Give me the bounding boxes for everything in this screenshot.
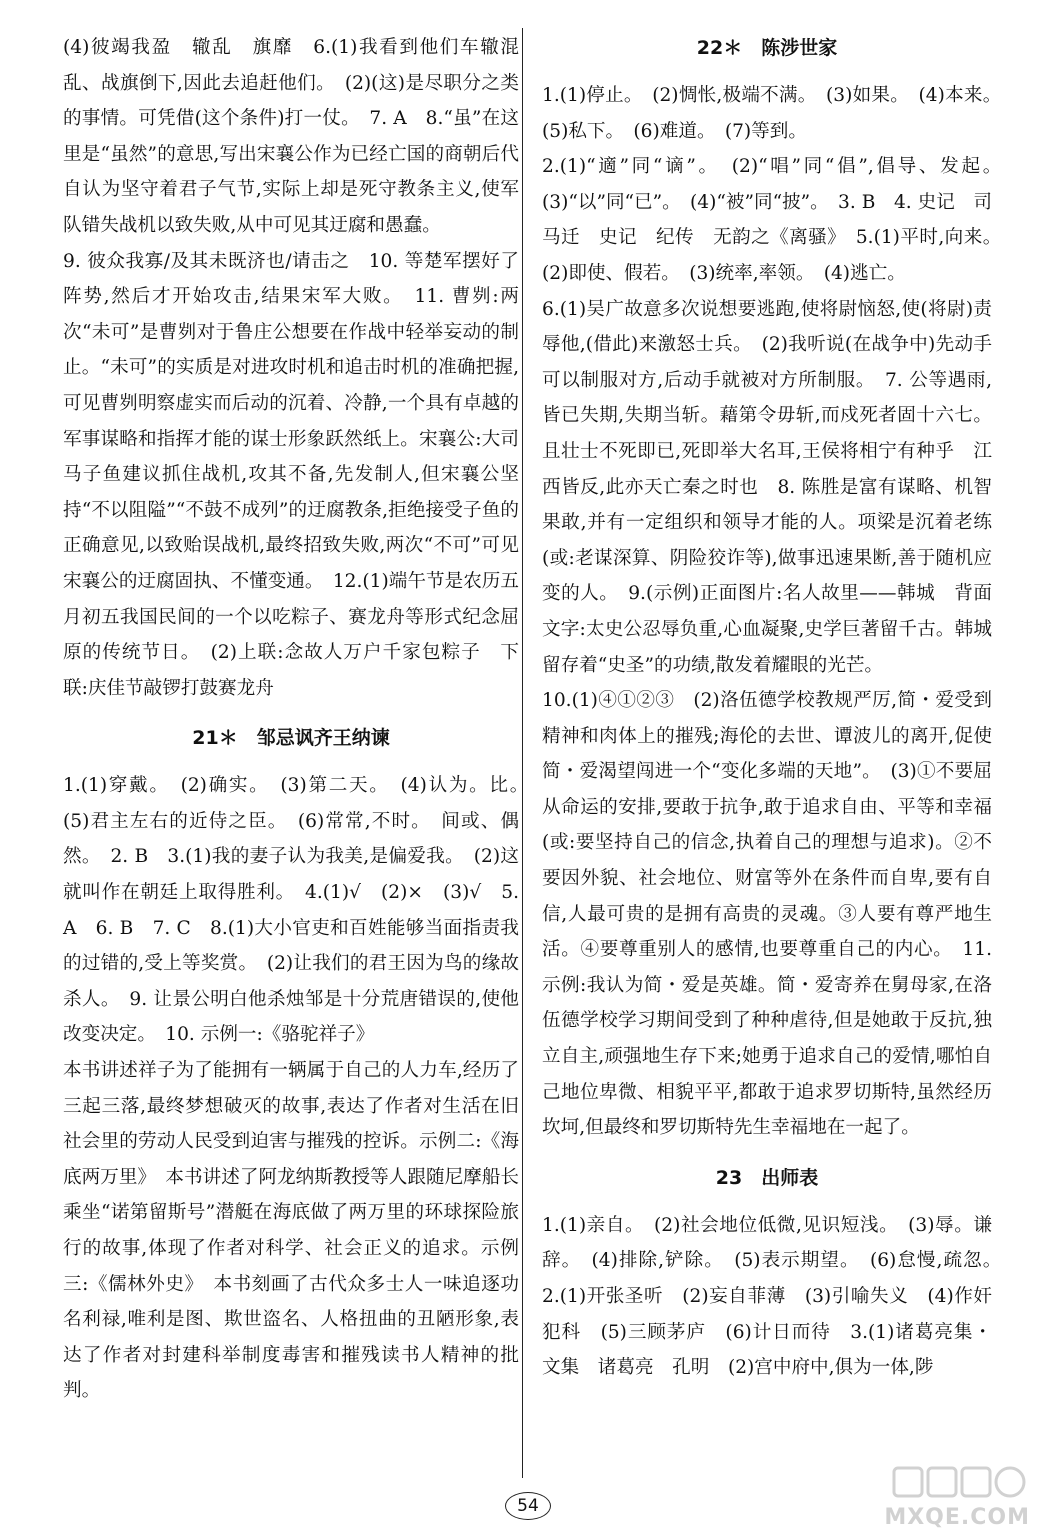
watermark-logo-icon [890, 1462, 1030, 1502]
section-title-21: 21＊ 邹忌讽齐王纳谏 [192, 727, 390, 750]
answer-paragraph: 本书讲述祥子为了能拥有一辆属于自己的人力车,经历了三起三落,最终梦想破灭的故事,表达了作者对生活在旧社会里的劳动人民受到迫害与摧残的控诉。示例二:《海底两万里》 本书讲述了阿龙纳斯教授等人跟随尼摩船长乘坐“诺第留斯号”潜艇在海底做了两万里的环球探险旅行的故事,体现了作者对科学、社会正义的追求。示例三:《儒林外史》 本书刻画了古代众多士人一味追逐功名利禄,唯利是图、欺世盗名、人格扭曲的丑陋形象,表达了作者对封建科举制度毒害和摧残读书人精神的批判。 [63, 1060, 519, 1402]
right-column [542, 30, 1011, 1386]
answer-paragraph: 6.(1)吴广故意多次说想要逃跑,使将尉恼怒,使(将尉)责辱他,(借此)来激怒士兵。 (2)我听说(在战争中)先动手可以制服对方,后动手就被对方所制服。 7. 公等遇雨,皆已失期,失期当斩。藉第令毋斩,而戍死者固十六七。且壮士不死即已,死即举大名耳,王侯将相宁有种乎 江西皆反,此亦天亡秦之时也 8. 陈胜是富有谋略、机智果敢,并有一定组织和领导才能的人。项梁是沉着老练(或:老谋深算、阴险狡诈等),做事迅速果断,善于随机应变的人。 9.(示例)正面图片:名人故里——韩城 背面文字:太史公忍辱负重,心血凝聚,史学巨著留千古。韩城留存着“史圣”的功绩,散发着耀眼的光芒。 [542, 298, 992, 676]
answer-paragraph: 2.(1)“適”同“谪”。 (2)“唱”同“倡”,倡导、发起。 (3)“以”同“已”。 (4)“被”同“披”。 3. B 4. 史记 司马迁 史记 纪传 无韵之《离骚》 5.(1)平时,向来。 (2)即使、假若。 (3)统率,率领。 (4)逃亡。 [542, 156, 1011, 284]
section-title-22: 22＊ 陈涉世家 [696, 37, 838, 59]
watermark-text: MXQE.COM [884, 1505, 1030, 1530]
left-column [63, 30, 538, 1409]
page-number: 54 [505, 1492, 551, 1520]
answer-paragraph: 1.(1)停止。 (2)惆怅,极端不满。 (3)如果。 (4)本来。 (5)私下。 (6)难道。 (7)等到。 [542, 85, 1011, 142]
answer-paragraph: 1.(1)亲自。 (2)社会地位低微,见识短浅。 (3)辱。谦辞。 (4)排除,铲除。 (5)表示期望。 (6)怠慢,疏忽。 2.(1)开张圣听 (2)妄自菲薄 (3)引喻失义 (4)作奸犯科 (5)三顾茅庐 (6)计日而待 3.(1)诸葛亮集・文集 诸葛亮 孔明 (2)宫中府中,俱为一体,陟 [542, 1214, 1011, 1379]
answer-paragraph: 10.(1)④①②③ (2)洛伍德学校教规严厉,简・爱受到精神和肉体上的摧残;海伦的去世、谭波儿的离开,促使简・爱渴望闯进一个“变化多端的天地”。 (3)①不要屈从命运的安排,要敢于抗争,敢于追求自由、平等和幸福(或:要坚持自己的信念,执着自己的理想与追求)。②不要因外貌、社会地位、财富等外在条件而自卑,要有自信,人最可贵的是拥有高贵的灵魂。③人要有尊严地生活。④要尊重别人的感情,也要尊重自己的内心。 11. 示例:我认为简・爱是英雄。简・爱寄养在舅母家,在洛伍德学校学习期间受到了种种虐待,但是她敢于反抗,独立自主,顽强地生存下来;她勇于追求自己的爱情,哪怕自己地位卑微、相貌平平,都敢于追求罗切斯特,虽然经历坎坷,但最终和罗切斯特先生幸福地在一起了。 [542, 690, 992, 1139]
answer-paragraph: (4)彼竭我盈 辙乱 旗靡 6.(1)我看到他们车辙混乱、战旗倒下,因此去追赶他们。 (2)(这)是尽职分之类的事情。可凭借(这个条件)打一仗。 7. A 8.“虽”在这里是“虽然”的意思,写出宋襄公作为已经亡国的商朝后代自认为坚守着君子气节,实际上却是死守教条主义,使军队错失战机以致失败,从中可见其迂腐和愚蠢。 [63, 37, 519, 236]
watermark [882, 1462, 1032, 1532]
answer-paragraph: 9. 彼众我寡/及其未既济也/请击之 10. 等楚军摆好了阵势,然后才开始攻击,结果宋军大败。 11. 曹刿:两次“未可”是曹刿对于鲁庄公想要在作战中轻举妄动的制止。“未可”的实质是对进攻时机和追击时机的准确把握,可见曹刿明察虚实而后动的沉着、冷静,一个具有卓越的军事谋略和指挥才能的谋士形象跃然纸上。宋襄公:大司马子鱼建议抓住战机,攻其不备,先发制人,但宋襄公坚持“不以阻隘”“不鼓不成列”的迂腐教条,拒绝接受子鱼的正确意见,以致贻误战机,最终招致失败,两次“不可”可见宋襄公的迂腐固执、不懂变通。 12.(1)端午节是农历五月初五我国民间的一个以吃粽子、赛龙舟等形式纪念屈原的传统节日。 (2)上联:念故人万户千家包粽子 下联:庆佳节敲锣打鼓赛龙舟 [63, 250, 519, 699]
column-divider [522, 28, 523, 1478]
section-title-23: 23 出师表 [715, 1166, 819, 1189]
answer-paragraph: 1.(1)穿戴。 (2)确实。 (3)第二天。 (4)认为。比。 (5)君主左右的近侍之臣。 (6)常常,不时。 间或、偶然。 2. B 3.(1)我的妻子认为我美,是偏爱我。 (2)这就叫作在朝廷上取得胜利。 4.(1)√ (2)× (3)√ 5. A 6. B 7. C 8.(1)大小官吏和百姓能够当面指责我的过错的,受上等奖赏。 (2)让我们的君王因为鸟的缘故杀人。 9. 让景公明白他杀烛邹是十分荒唐错误的,使他改变决定。 10. 示例一:《骆驼祥子》 [63, 775, 538, 1046]
